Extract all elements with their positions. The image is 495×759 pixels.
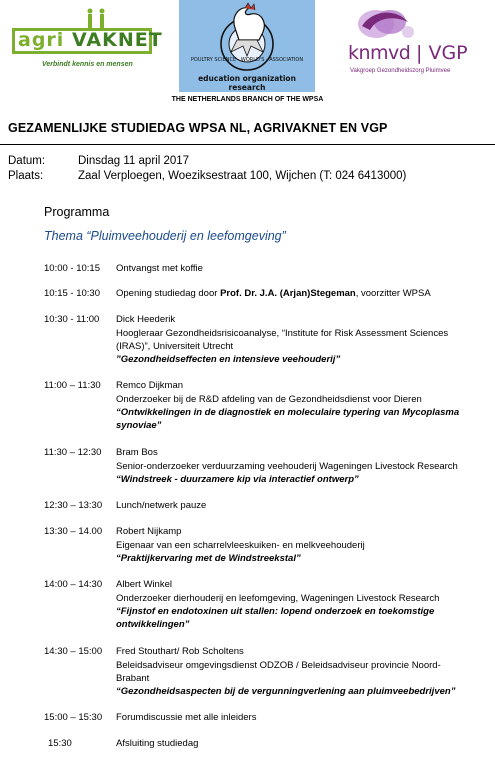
time-slot: 11:00 – 11:30 [44, 380, 101, 391]
agrivaknet-wordmark-agri: agri [18, 29, 65, 51]
talk-title: “Windstreek - duurzamere kip via interactief ontwerp” [116, 474, 359, 485]
speaker-affiliation: Onderzoeker bij de R&D afdeling van de Gezondheidsdienst voor Dieren [116, 394, 422, 405]
speaker-name: Dick Heederik [116, 314, 176, 325]
speaker-name: Bram Bos [116, 447, 158, 458]
page-title: GEZAMENLIJKE STUDIEDAG WPSA NL, AGRIVAKNET EN VGP [8, 121, 388, 135]
talk-title: “Ontwikkelingen in de diagnostiek en moleculaire typering van Mycoplasma [116, 407, 460, 418]
time-slot: 10:15 - 10:30 [44, 288, 100, 299]
rooster-emblem-icon [179, 0, 315, 74]
time-slot: 10:00 - 10:15 [44, 263, 100, 274]
place-label: Plaats: [8, 170, 44, 182]
people-figures-icon [80, 8, 120, 30]
time-slot: 13:30 – 14.00 [44, 526, 103, 537]
agrivaknet-logo [12, 8, 163, 78]
vgp-wordmark: | VGP [416, 42, 468, 64]
branch-caption: THE NETHERLANDS BRANCH OF THE WPSA [171, 96, 324, 103]
speaker-name: Fred Stouthart/ Rob Scholtens [116, 646, 244, 657]
time-slot: 14:30 – 15:00 [44, 646, 103, 657]
date-value: Dinsdag 11 april 2017 [78, 155, 190, 167]
chair-role: , voorzitter WPSA [355, 288, 431, 299]
knmvd-wordmark: knmvd [348, 42, 411, 64]
theme-heading: Thema “Pluimveehouderij en leefomgeving” [44, 229, 286, 243]
opening-prefix: Opening studiedag door [116, 288, 221, 299]
talk-title: “Praktijkervaring met de Windstreekstal” [116, 553, 301, 564]
wpsa-ring-text: POULTRY SCIENCE · WORLD'S · ASSOCIATION [190, 57, 304, 63]
agrivaknet-wordmark-vaknet: VAKNET [72, 29, 163, 51]
agenda-text: Afsluiting studiedag [116, 738, 199, 749]
agenda-text: Lunch/netwerk pauze [116, 500, 207, 511]
place-value: Zaal Verploegen, Woeziksestraat 100, Wijchen (T: 024 6413000) [78, 170, 407, 182]
time-slot: 11:30 – 12:30 [44, 447, 102, 458]
speaker-affiliation: (IRAS)”, Universiteit Utrecht [116, 341, 234, 352]
knmvd-vgp-logo [338, 6, 488, 84]
chair-name: Prof. Dr. J.A. (Arjan)Stegeman [220, 288, 356, 299]
speaker-name: Remco Dijkman [116, 380, 184, 391]
agenda-text: Forumdiscussie met alle inleiders [116, 712, 257, 723]
speaker-name: Robert Nijkamp [116, 526, 182, 537]
time-slot: 15:00 – 15:30 [44, 712, 103, 723]
logo-bar [0, 0, 495, 100]
speaker-affiliation: Eigenaar van een scharrelvleeskuiken- en melkveehouderij [116, 540, 365, 551]
time-slot: 15:30 [48, 738, 72, 749]
speaker-affiliation: Hoogleraar Gezondheidsrisicoanalyse, “Institute for Risk Assessment Sciences [116, 328, 449, 339]
agenda-text: Ontvangst met koffie [116, 263, 203, 274]
title-divider [0, 144, 495, 145]
time-slot: 12:30 – 13:30 [44, 500, 103, 511]
programme-heading: Programma [44, 205, 110, 219]
knmvd-tagline: Vakgroep Gezondheidszorg Pluimvee [350, 68, 451, 74]
time-slot: 14:00 – 14:30 [44, 579, 103, 590]
time-slot: 10:30 - 11:00 [44, 314, 100, 325]
speaker-affiliation: Onderzoeker dierhouderij en leefomgeving, Wageningen Livestock Research [116, 593, 440, 604]
wpsa-caption: education organization research [198, 74, 296, 92]
opening-line [116, 288, 431, 299]
knmvd-swirl-icon [348, 6, 428, 44]
talk-title: “Fijnstof en endotoxinen uit stallen: lopend onderzoek en toekomstige [116, 606, 435, 617]
talk-title: ontwikkelingen” [116, 619, 190, 630]
talk-title: ”Gezondheidseffecten en intensieve veehouderij” [116, 354, 341, 365]
agrivaknet-tagline: Verbindt kennis en mensen [42, 61, 133, 68]
date-label: Datum: [8, 155, 46, 167]
talk-title: synoviae” [116, 420, 162, 431]
wpsa-logo [179, 0, 315, 92]
talk-title: “Gezondheidsaspecten bij de vergunningverlening aan pluimveebedrijven” [116, 686, 456, 697]
speaker-name: Albert Winkel [116, 579, 172, 590]
speaker-affiliation: Brabant [116, 673, 150, 684]
speaker-affiliation: Senior-onderzoeker verduurzaming veehouderij Wageningen Livestock Research [116, 461, 458, 472]
speaker-affiliation: Beleidsadviseur omgevingsdienst ODZOB / Beleidsadviseur provincie Noord- [116, 660, 441, 671]
